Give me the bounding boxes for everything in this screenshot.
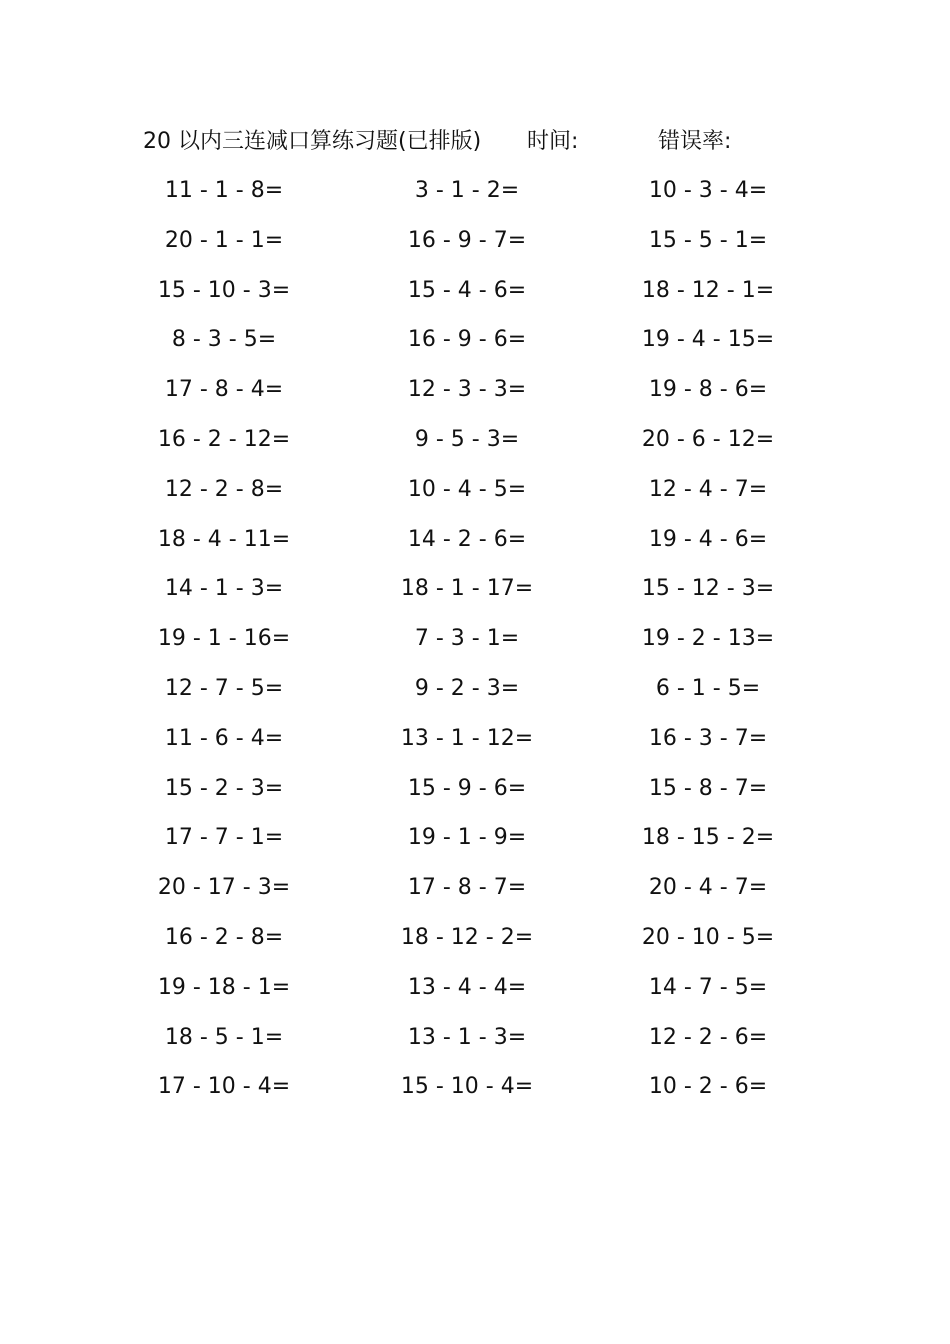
math-problem: 19 - 18 - 1= bbox=[157, 974, 291, 1000]
math-problem: 10 - 3 - 4= bbox=[648, 178, 768, 203]
math-problem: 19 - 4 - 6= bbox=[648, 526, 768, 552]
problem-row bbox=[0, 317, 950, 367]
math-problem: 16 - 2 - 8= bbox=[164, 924, 284, 950]
math-problem: 12 - 2 - 8= bbox=[164, 476, 284, 502]
problem-row bbox=[0, 1064, 950, 1114]
problem-row bbox=[0, 268, 950, 318]
problem-row bbox=[0, 467, 950, 517]
math-problem: 20 - 4 - 7= bbox=[648, 875, 768, 901]
problem-row bbox=[0, 865, 950, 915]
math-problem: 6 - 1 - 5= bbox=[655, 675, 761, 701]
math-problem: 17 - 8 - 7= bbox=[407, 875, 527, 901]
problem-row bbox=[0, 815, 950, 865]
math-problem: 20 - 6 - 12= bbox=[641, 426, 775, 452]
math-problem: 18 - 5 - 1= bbox=[164, 1024, 284, 1050]
math-problem: 15 - 12 - 3= bbox=[641, 576, 775, 602]
math-problem: 18 - 15 - 2= bbox=[641, 825, 775, 851]
math-problem: 9 - 2 - 3= bbox=[414, 675, 520, 701]
math-problem: 10 - 4 - 5= bbox=[407, 476, 527, 502]
math-problem: 19 - 4 - 15= bbox=[641, 327, 775, 353]
time-label: 时间: bbox=[527, 129, 579, 154]
problem-row bbox=[0, 168, 950, 218]
math-problem: 15 - 10 - 4= bbox=[400, 1074, 534, 1100]
math-problem: 14 - 7 - 5= bbox=[648, 974, 768, 1000]
error-rate-label: 错误率: bbox=[658, 129, 732, 154]
math-problem: 19 - 8 - 6= bbox=[648, 377, 768, 403]
math-problem: 9 - 5 - 3= bbox=[414, 426, 520, 452]
math-problem: 3 - 1 - 2= bbox=[414, 178, 520, 203]
math-problem: 15 - 5 - 1= bbox=[648, 227, 768, 253]
math-problem: 13 - 1 - 12= bbox=[400, 725, 534, 751]
math-problem: 10 - 2 - 6= bbox=[648, 1074, 768, 1100]
math-problem: 12 - 3 - 3= bbox=[407, 377, 527, 403]
math-problem: 20 - 17 - 3= bbox=[157, 875, 291, 901]
math-problem: 16 - 9 - 6= bbox=[407, 327, 527, 353]
problem-row bbox=[0, 616, 950, 666]
math-problem: 17 - 7 - 1= bbox=[164, 825, 284, 851]
math-problem: 19 - 1 - 16= bbox=[157, 626, 291, 652]
math-problem: 18 - 4 - 11= bbox=[157, 526, 291, 552]
math-problem: 18 - 12 - 2= bbox=[400, 924, 534, 950]
math-problem: 19 - 2 - 13= bbox=[641, 626, 775, 652]
math-problem: 16 - 9 - 7= bbox=[407, 227, 527, 253]
problem-row bbox=[0, 666, 950, 716]
math-problem: 20 - 10 - 5= bbox=[641, 924, 775, 950]
math-problem: 13 - 4 - 4= bbox=[407, 974, 527, 1000]
math-problem: 17 - 8 - 4= bbox=[164, 377, 284, 403]
problem-row bbox=[0, 716, 950, 766]
math-problem: 12 - 7 - 5= bbox=[164, 675, 284, 701]
math-problem: 14 - 2 - 6= bbox=[407, 526, 527, 552]
math-problem: 18 - 1 - 17= bbox=[400, 576, 534, 602]
problem-row bbox=[0, 517, 950, 567]
math-problem: 15 - 8 - 7= bbox=[648, 775, 768, 801]
problem-row bbox=[0, 915, 950, 965]
math-problem: 15 - 4 - 6= bbox=[407, 277, 527, 303]
math-problem: 7 - 3 - 1= bbox=[414, 626, 520, 652]
worksheet-title: 20 以内三连减口算练习题(已排版) bbox=[143, 129, 482, 154]
math-problem: 11 - 1 - 8= bbox=[164, 178, 284, 203]
math-problem: 14 - 1 - 3= bbox=[164, 576, 284, 602]
math-problem: 20 - 1 - 1= bbox=[164, 227, 284, 253]
math-problem: 18 - 12 - 1= bbox=[641, 277, 775, 303]
math-problem: 12 - 4 - 7= bbox=[648, 476, 768, 502]
math-problem: 17 - 10 - 4= bbox=[157, 1074, 291, 1100]
math-problem: 16 - 2 - 12= bbox=[157, 426, 291, 452]
problem-row bbox=[0, 218, 950, 268]
problem-row bbox=[0, 965, 950, 1015]
problem-row bbox=[0, 367, 950, 417]
math-problem: 12 - 2 - 6= bbox=[648, 1024, 768, 1050]
problem-grid bbox=[0, 168, 950, 1114]
math-problem: 11 - 6 - 4= bbox=[164, 725, 284, 751]
problem-row bbox=[0, 566, 950, 616]
problem-row bbox=[0, 1015, 950, 1065]
math-problem: 16 - 3 - 7= bbox=[648, 725, 768, 751]
math-problem: 15 - 10 - 3= bbox=[157, 277, 291, 303]
math-problem: 8 - 3 - 5= bbox=[171, 327, 277, 353]
problem-row bbox=[0, 417, 950, 467]
math-problem: 19 - 1 - 9= bbox=[407, 825, 527, 851]
math-problem: 13 - 1 - 3= bbox=[407, 1024, 527, 1050]
math-problem: 15 - 9 - 6= bbox=[407, 775, 527, 801]
math-problem: 15 - 2 - 3= bbox=[164, 775, 284, 801]
problem-row bbox=[0, 766, 950, 816]
